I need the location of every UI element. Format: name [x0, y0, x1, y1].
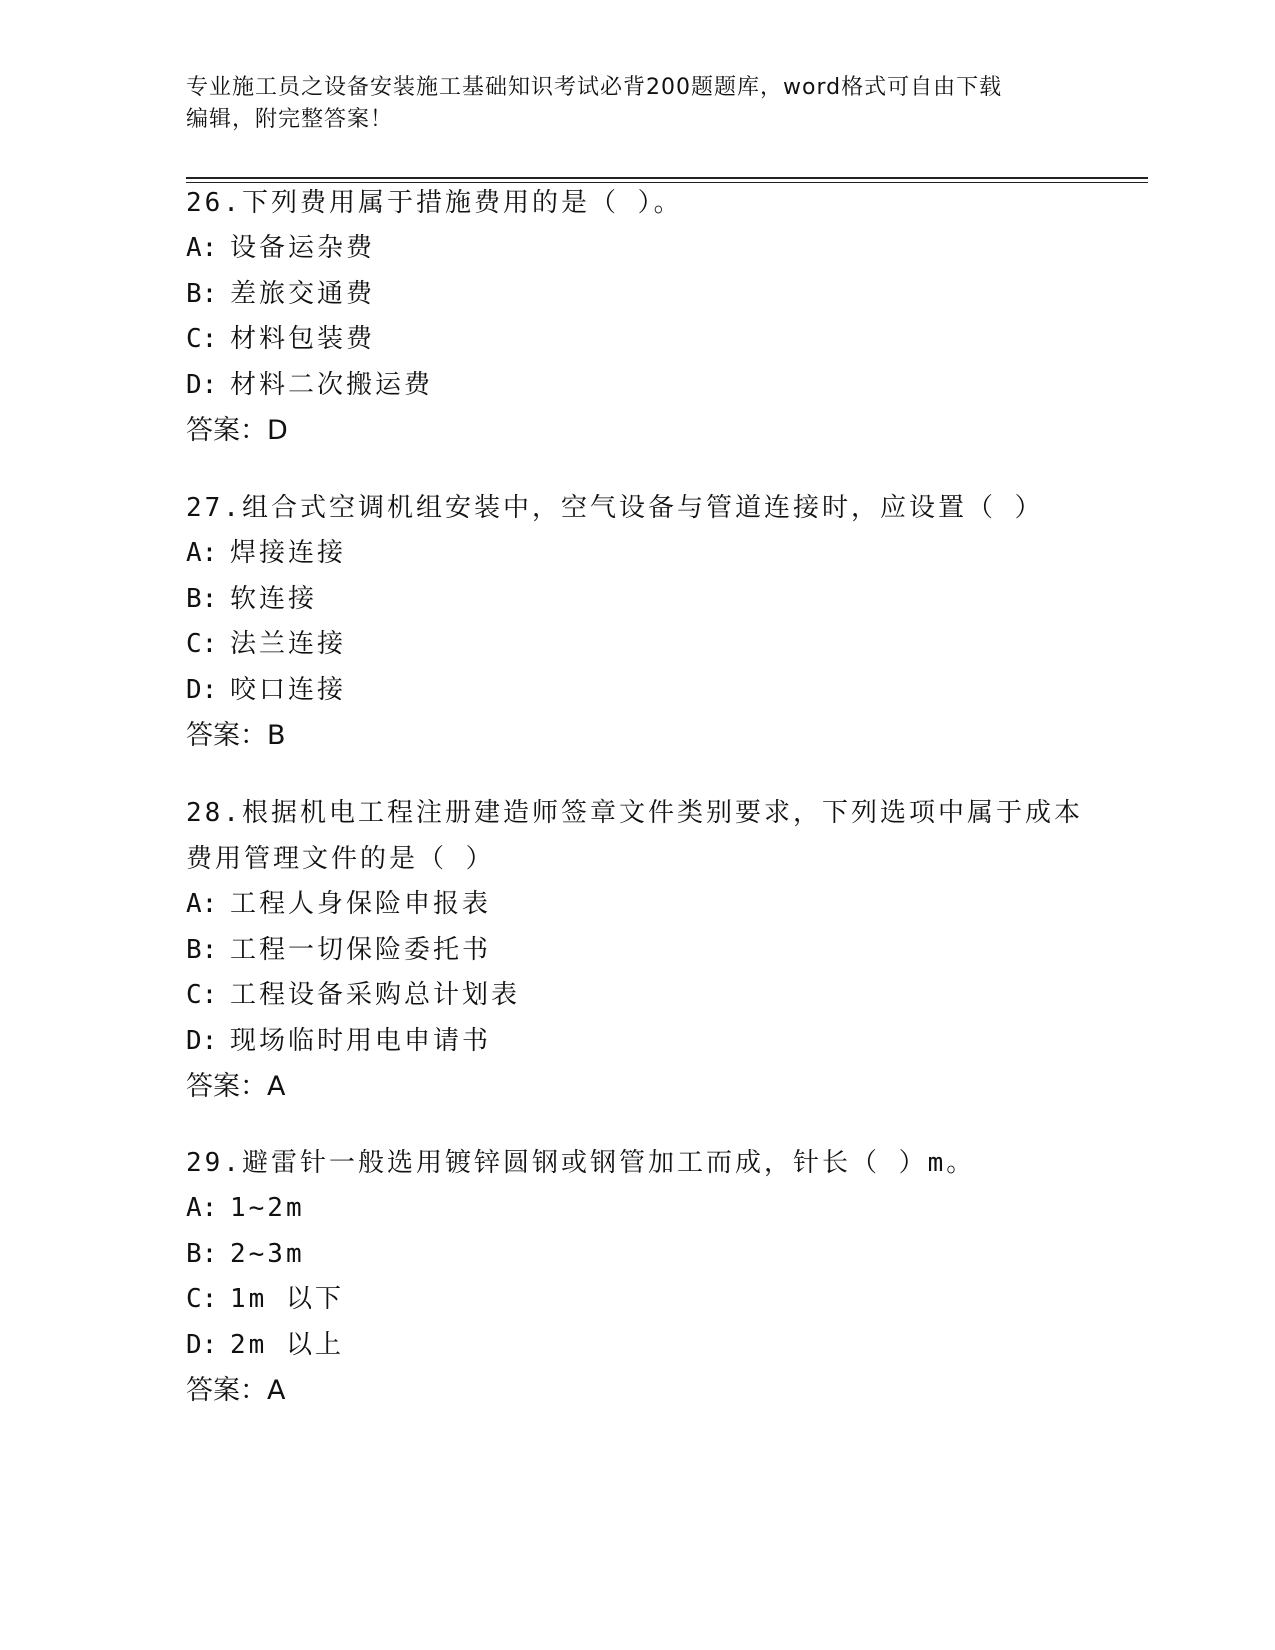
answer: 答案：D [186, 415, 288, 446]
document-header [186, 72, 1086, 136]
option-key: D: [186, 1329, 218, 1360]
option-b [186, 928, 1106, 974]
option-key: A: [186, 233, 218, 263]
option-c [186, 973, 1106, 1019]
option-text: 现场临时用电申请书 [230, 1025, 492, 1056]
header-line-1: 专业施工员之设备安装施工基础知识考试必背200题题库，word格式可自由下载 [186, 75, 1003, 100]
question-26 [186, 180, 1106, 454]
option-a [186, 226, 1106, 272]
option-d [186, 1323, 1106, 1369]
question-29 [186, 1140, 1106, 1414]
header-divider-thick [186, 177, 1148, 179]
option-key: D: [186, 674, 218, 705]
option-key: B: [186, 1238, 218, 1269]
option-text: 工程人身保险申报表 [230, 889, 492, 919]
option-key: D: [186, 369, 218, 400]
option-key: C: [186, 980, 218, 1010]
option-key: C: [186, 324, 218, 354]
option-a [186, 1186, 1106, 1232]
question-stem-line: 费用管理文件的是（ ） [186, 844, 495, 874]
answer: 答案：B [186, 720, 286, 751]
question-stem-line: 27.组合式空调机组安装中，空气设备与管道连接时，应设置（ ） [186, 493, 1044, 523]
option-key: C: [186, 629, 218, 659]
option-text: 法兰连接 [230, 629, 347, 659]
option-c [186, 317, 1106, 363]
option-text: 咬口连接 [230, 674, 347, 705]
option-text: 材料包装费 [230, 324, 376, 354]
option-key: B: [186, 278, 218, 309]
option-text: 焊接连接 [230, 538, 347, 568]
option-text: 材料二次搬运费 [230, 369, 434, 400]
question-stem-line: 28.根据机电工程注册建造师签章文件类别要求，下列选项中属于成本 [186, 798, 1083, 828]
option-c [186, 1277, 1106, 1323]
option-key: C: [186, 1284, 218, 1314]
question-28 [186, 790, 1106, 1110]
question-stem [186, 180, 1106, 226]
option-key: B: [186, 934, 218, 965]
option-text: 1~2m [230, 1193, 305, 1223]
question-stem-line: 29.避雷针一般选用镀锌圆钢或钢管加工而成，针长（ ）m。 [186, 1148, 976, 1178]
option-d [186, 668, 1106, 714]
option-text: 工程一切保险委托书 [230, 934, 492, 965]
option-text: 2m 以上 [230, 1329, 344, 1360]
option-c [186, 622, 1106, 668]
option-a [186, 531, 1106, 577]
option-key: A: [186, 1193, 218, 1223]
option-text: 2~3m [230, 1238, 305, 1269]
option-b [186, 1232, 1106, 1278]
option-text: 工程设备采购总计划表 [230, 980, 521, 1010]
option-b [186, 577, 1106, 623]
question-stem [186, 790, 1106, 882]
answer: 答案：A [186, 1071, 286, 1102]
option-key: A: [186, 889, 218, 919]
option-key: A: [186, 538, 218, 568]
option-text: 差旅交通费 [230, 278, 376, 309]
answer: 答案：A [186, 1375, 286, 1406]
question-stem [186, 485, 1106, 531]
question-stem-line: 26.下列费用属于措施费用的是（ ）。 [186, 188, 683, 218]
option-a [186, 882, 1106, 928]
question-27 [186, 485, 1106, 759]
question-stem [186, 1140, 1106, 1186]
option-b [186, 272, 1106, 318]
option-text: 设备运杂费 [230, 233, 376, 263]
header-line-2: 编辑，附完整答案！ [186, 107, 394, 132]
option-text: 软连接 [230, 583, 318, 614]
option-d [186, 363, 1106, 409]
option-d [186, 1019, 1106, 1065]
option-key: D: [186, 1025, 218, 1056]
option-text: 1m 以下 [230, 1284, 344, 1314]
option-key: B: [186, 583, 218, 614]
